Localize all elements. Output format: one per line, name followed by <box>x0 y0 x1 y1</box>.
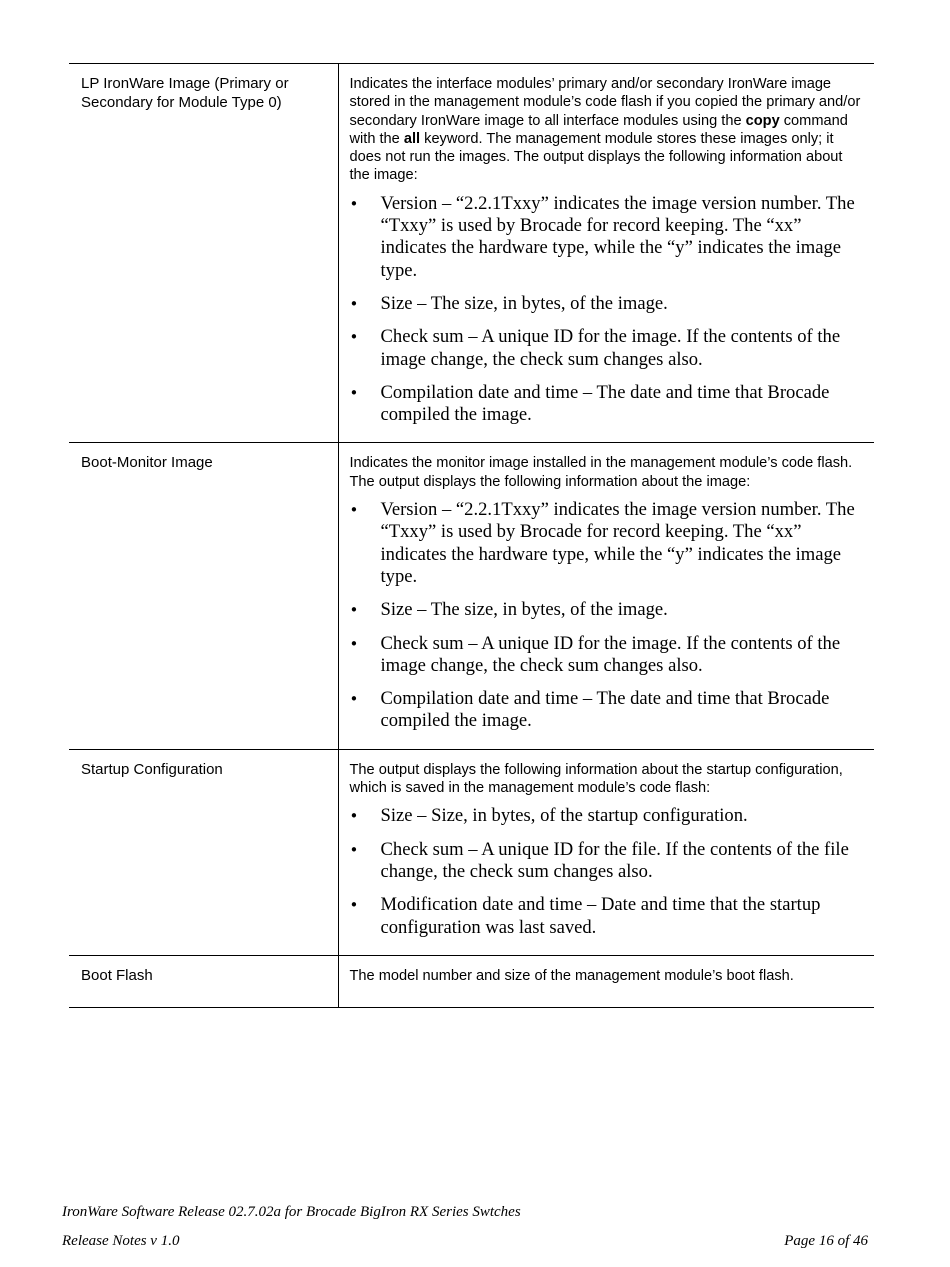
table-row <box>69 443 874 749</box>
bullet-icon: • <box>349 383 359 402</box>
bullet-icon: • <box>349 896 359 915</box>
release-notes-label: Release Notes v 1.0 <box>62 1233 180 1249</box>
list-item <box>350 839 863 884</box>
footer-title: IronWare Software Release 02.7.02a for Brocade BigIron RX Series Swtches <box>62 1204 521 1220</box>
footer-bar <box>62 1233 868 1250</box>
row-description <box>338 64 874 443</box>
bullet-icon: • <box>349 194 359 213</box>
bullet-text: Size – Size, in bytes, of the startup configuration. <box>380 805 748 827</box>
bullet-text: Version – “2.2.1Txxy” indicates the image version number. The “Txxy” is used by Brocade for record keeping. The “xx” indicates the hardware type, while the “y” indicates the image type. <box>380 499 855 587</box>
bullet-icon: • <box>349 840 359 859</box>
bullet-text: Check sum – A unique ID for the image. If the contents of the image change, the check sum changes also. <box>380 632 841 676</box>
bullet-icon: • <box>349 807 359 826</box>
bullet-list <box>350 805 863 938</box>
list-item <box>350 382 863 427</box>
row-intro: The output displays the following information about the startup configuration, which is saved in the management module’s code flash: <box>349 761 843 797</box>
intro-text: command with the <box>349 112 848 147</box>
intro-text: keyword. The management module stores these images only; it does not run the images. The output displays the following information about the image: <box>349 130 843 184</box>
bullet-icon: • <box>349 294 359 313</box>
bullet-text: Size – The size, in bytes, of the image. <box>380 599 668 621</box>
bullet-text: Modification date and time – Date and time that the startup configuration was last saved. <box>380 894 821 938</box>
intro-text: Indicates the interface modules’ primary and/or secondary IronWare image stored in the management module’s code flash if you copied the primary and/or secondary IronWare image to all interface modules using the <box>349 76 861 129</box>
row-description <box>338 443 874 749</box>
bullet-list <box>350 193 863 427</box>
list-item <box>350 894 863 939</box>
bullet-icon: • <box>349 690 359 709</box>
list-item <box>350 599 863 621</box>
bullet-icon: • <box>349 601 359 620</box>
row-description <box>338 955 874 1007</box>
bullet-list <box>350 499 863 733</box>
row-label: Boot Flash <box>69 955 338 1007</box>
list-item <box>350 193 863 282</box>
bullet-text: Compilation date and time – The date and time that Brocade compiled the image. <box>380 688 830 732</box>
row-label: LP IronWare Image (Primary or Secondary for Module Type 0) <box>69 64 338 443</box>
list-item <box>350 293 863 315</box>
row-intro: The model number and size of the management module’s boot flash. <box>349 967 794 984</box>
bullet-text: Version – “2.2.1Txxy” indicates the image version number. The “Txxy” is used by Brocade for record keeping. The “xx” indicates the hardware type, while the “y” indicates the image type. <box>380 192 855 281</box>
bullet-icon: • <box>349 501 359 520</box>
description-table <box>69 63 874 1008</box>
list-item <box>350 805 863 827</box>
bullet-text: Check sum – A unique ID for the file. If the contents of the file change, the check sum changes also. <box>380 838 849 882</box>
bullet-icon: • <box>349 328 359 347</box>
row-label: Startup Configuration <box>69 749 338 955</box>
row-description <box>338 749 874 955</box>
row-intro <box>350 75 863 185</box>
bullet-icon: • <box>349 634 359 653</box>
all-keyword: all <box>403 130 421 147</box>
copy-keyword: copy <box>745 112 780 129</box>
list-item <box>350 499 863 588</box>
list-item <box>350 688 863 733</box>
list-item <box>350 633 863 678</box>
table-row <box>69 749 874 955</box>
list-item <box>350 326 863 371</box>
table-row <box>69 955 874 1007</box>
row-label: Boot-Monitor Image <box>69 443 338 749</box>
bullet-text: Size – The size, in bytes, of the image. <box>380 292 668 314</box>
page-number: Page 16 of 46 <box>784 1233 868 1249</box>
table-row <box>69 64 874 443</box>
row-intro: Indicates the monitor image installed in the management module’s code flash. The output displays the following information about the image: <box>349 455 853 490</box>
bullet-text: Compilation date and time – The date and time that Brocade compiled the image. <box>380 381 830 426</box>
bullet-text: Check sum – A unique ID for the image. If the contents of the image change, the check sum changes also. <box>380 326 841 370</box>
